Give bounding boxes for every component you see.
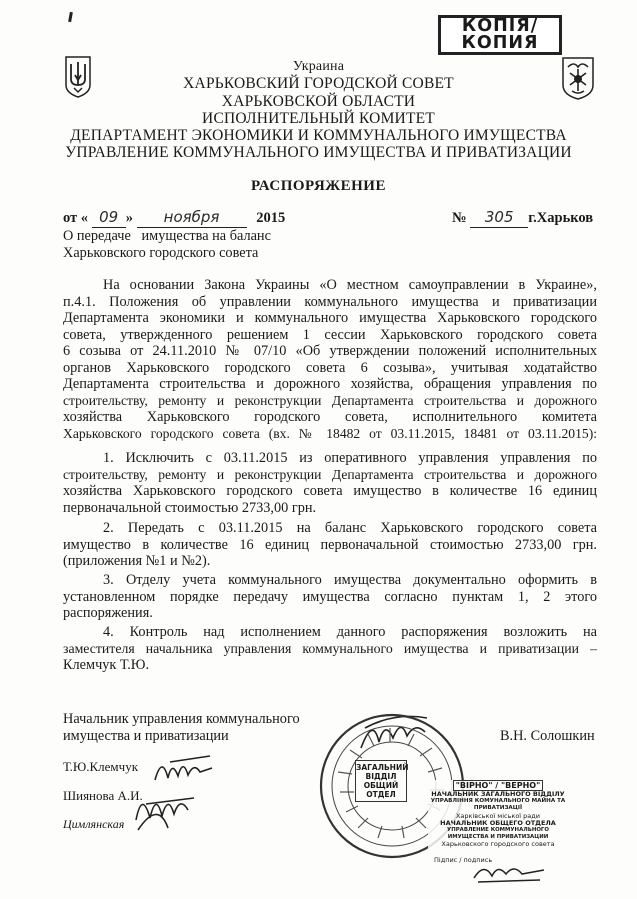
scan-mark <box>68 12 73 22</box>
preamble-line: На основании Закона Украины «О местном самоуправлении в Украине», <box>103 277 597 293</box>
subject-line-1: О передаче имущества на баланс <box>63 228 271 244</box>
header-region: ХАРЬКОВСКОЙ ОБЛАСТИ <box>221 93 416 110</box>
document-title: РАСПОРЯЖЕНИЕ <box>251 178 386 194</box>
verno-line: Харківської міської ради <box>455 811 541 820</box>
preamble-line: строительству, ремонту и реконструкции Департамента строительства и дорожного <box>63 392 597 408</box>
seal-box-line: ОБЩИЙ ОТДЕЛ <box>363 781 399 799</box>
header-committee: ИСПОЛНИТЕЛЬНЫЙ КОМИТЕТ <box>202 110 435 127</box>
doc-number: 305 <box>470 208 528 228</box>
verno-line: Харьковского городского совета <box>441 840 555 849</box>
preamble-line: совета, утвержденного решением 1 сессии Харьковского городского совета <box>63 326 597 343</box>
number-prefix: № <box>452 210 467 226</box>
item-4-line: 4. Контроль над исполнением данного распоряжения возложить на <box>103 624 597 640</box>
subject-line-2: Харьковского городского совета <box>63 245 259 261</box>
signature-shiyanova <box>128 780 203 840</box>
item-2 <box>63 520 597 570</box>
copy-stamp-line1: КОПІЯ/ <box>461 16 539 36</box>
verno-line: Підпис / подпись <box>434 855 493 864</box>
copy-stamp-line2: КОПИЯ <box>461 33 539 53</box>
item-2-line: (приложения №1 и №2). <box>63 553 211 569</box>
preamble <box>63 277 597 442</box>
item-3 <box>63 572 597 622</box>
header-department: ДЕПАРТАМЕНТ ЭКОНОМИКИ И КОММУНАЛЬНОГО ИМУЩЕСТВА <box>70 127 567 144</box>
doc-city: г.Харьков <box>528 210 594 226</box>
preamble-line: хозяйства Харьковского городского совета, исполнительного комитета <box>63 409 597 425</box>
date-mid: » <box>125 210 133 226</box>
item-3-line: распоряжения. <box>63 605 153 621</box>
approver-3: Цимлянская <box>63 817 125 831</box>
preamble-line: органов Харьковского городского совета 6 созыва», учитывая ходатайство <box>63 359 597 376</box>
header-country: Украина <box>292 59 345 74</box>
item-4-line: Клемчук Т.Ю. <box>63 657 150 673</box>
item-2-line: имущество в количестве 16 единиц первоначальной стоимостью 2733,00 грн. <box>63 536 597 553</box>
item-3-line: установленном порядке передачу имущества согласно пунктам 1, 2 этого <box>63 588 597 605</box>
verno-line: УПРАВЛІННЯ КОМУНАЛЬНОГО МАЙНА ТА ПРИВАТИЗАЦІЇ <box>430 798 566 812</box>
approver-1: Т.Ю.Клемчук <box>63 759 139 774</box>
item-1 <box>63 450 597 516</box>
item-1-line: хозяйства Харьковского городского совета имущество в количестве 16 единиц <box>63 483 597 499</box>
preamble-line: Департамента строительства и дорожного хозяйства, обращения управления по <box>63 376 597 392</box>
item-1-line: 1. Исключить с 03.11.2015 из оперативного управления управления по <box>103 450 597 466</box>
copy-stamp <box>438 15 562 55</box>
seal-box-line: ЗАГАЛЬНИЙ <box>356 763 409 772</box>
header-directorate: УПРАВЛЕНИЕ КОММУНАЛЬНОГО ИМУЩЕСТВА И ПРИВАТИЗАЦИИ <box>65 144 572 161</box>
preamble-line: Харьковского городского совета (вх. № 18482 от 03.11.2015, 18481 от 03.11.2015): <box>63 425 597 441</box>
approver-2: Шиянова А.И. <box>63 788 143 803</box>
verno-line: "ВІРНО" / "ВЕРНО" <box>453 780 544 791</box>
signatory-name: В.Н. Солошкин <box>500 728 595 744</box>
preamble-line: Департамента экономики и коммунального имущества Харьковского городского <box>63 310 597 326</box>
date-day: 09 <box>92 208 126 228</box>
item-3-line: 3. Отделу учета коммунального имущества документально оформить в <box>103 572 597 588</box>
seal-inner-box <box>355 760 407 802</box>
item-4-line: заместителя начальника управления коммунального имущества и приватизации – <box>63 640 597 656</box>
item-2-line: 2. Передать с 03.11.2015 на баланс Харьковского городского совета <box>103 520 597 536</box>
header-council: ХАРЬКОВСКИЙ ГОРОДСКОЙ СОВЕТ <box>183 75 454 92</box>
verno-stamp <box>428 780 568 864</box>
signature-verno <box>470 858 550 886</box>
signatory-position-1: Начальник управления коммунального <box>63 711 300 727</box>
date-month: ноября <box>137 208 247 228</box>
preamble-line: п.4.1. Положения об управлении коммунального имущества и приватизации <box>63 293 597 310</box>
item-1-line: строительству, ремонту и реконструкции Департамента строительства и дорожного <box>63 466 597 482</box>
date-prefix: от « <box>63 210 89 226</box>
verno-line: УПРАВЛЕНИЕ КОММУНАЛЬНОГО ИМУЩЕСТВА И ПРИВАТИЗАЦИИ <box>447 827 549 841</box>
item-4 <box>63 624 597 674</box>
date-year: 2015 <box>256 210 286 226</box>
item-1-line: первоначальной стоимостью 2733,00 грн. <box>63 499 317 516</box>
verno-line: НАЧАЛЬНИК ЗАГАЛЬНОГО ВІДДІЛУ <box>431 790 565 798</box>
signatory-position-2: имущества и приватизации <box>63 728 229 744</box>
verno-line: НАЧАЛЬНИК ОБЩЕГО ОТДЕЛА <box>440 818 556 827</box>
date-line <box>63 208 285 228</box>
seal-box-line: ВІДДІЛ <box>365 772 397 781</box>
number-line <box>452 208 593 228</box>
preamble-line: 6 созыва от 24.11.2010 № 07/10 «Об утверждении положений исполнительных <box>63 343 597 359</box>
